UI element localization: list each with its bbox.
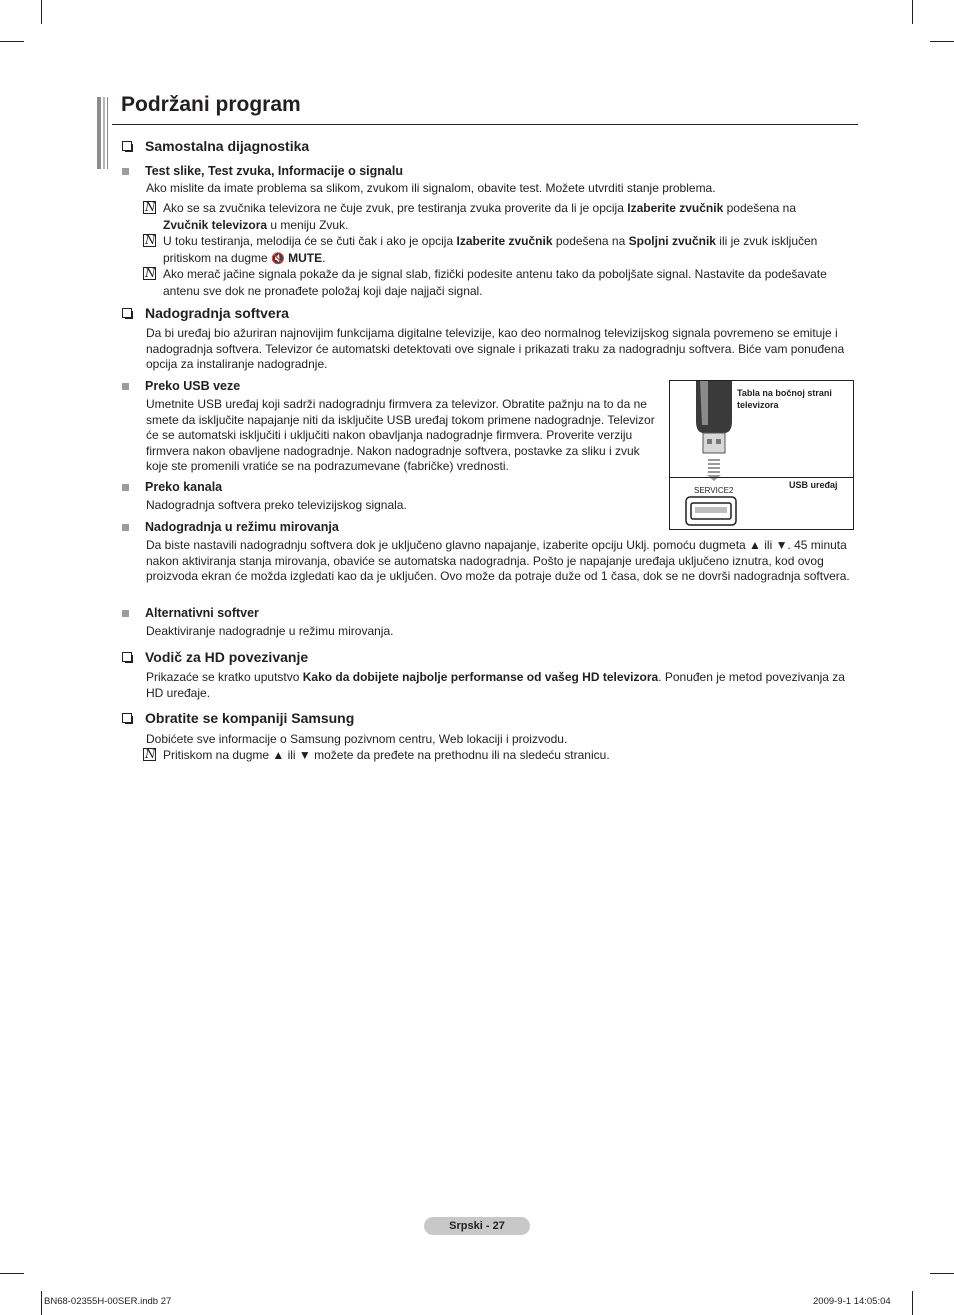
note-navigation: N Pritiskom na dugme ▲ ili ▼ možete da pređete na prethodnu ili na sledeću stranicu.	[143, 747, 843, 764]
section-heading-contact: Obratite se kompaniji Samsung	[122, 710, 354, 726]
paragraph: Da biste nastavili nadogradnju softvera dok je uključeno glavno napajanje, izaberite opciju Uklj. pomoću dugmeta ▲ ili ▼. 45 minuta nakon aktiviranja stanja mirovanja, obaviće se automatska nadogradnja. Pošto je napajanje uređaja uključeno iznutra, kod ovog proizvoda ekran će možda izgledati kao da je uključen. Ovo može da potraje duže od 1 časa, dok se ne dovrši nadogradnja softvera.	[146, 538, 850, 583]
paragraph: Dobićete sve informacije o Samsung pozivnom centru, Web lokaciji i proizvodu.	[146, 732, 568, 746]
note-speaker: N Ako se sa zvučnika televizora ne čuje zvuk, pre testiranja zvuka proverite da li je opcija Izaberite zvučnik podešena na Zvučnik televizora u meniju Zvuk.	[143, 200, 843, 233]
note-signal: N Ako merač jačine signala pokaže da je signal slab, fizički podesite antenu tako da poboljšate signal. Nastavite da podešavate antenu sve dok ne pronađete položaj koji daje najjači signal.	[143, 266, 843, 299]
note-icon	[143, 267, 156, 280]
paragraph: Ako mislite da imate problema sa slikom, zvukom ili signalom, obavite test. Možete utvrditi stanje problema.	[146, 181, 716, 195]
subheading-usb: Preko USB veze	[122, 379, 240, 393]
paragraph: Nadogradnja softvera preko televizijskog signala.	[146, 498, 407, 512]
crop-mark	[0, 41, 24, 42]
section-heading-upgrade: Nadogradnja softvera	[122, 305, 289, 321]
subheading-alternative: Alternativni softver	[122, 606, 259, 620]
square-bullet-icon	[122, 168, 129, 175]
note-melody: N U toku testiranja, melodija će se čuti čak i ako je opcija Izaberite zvučnik podešena na Spoljni zvučnik ili je zvuk isključen pritiskom na dugme 🔇 MUTE.	[143, 233, 843, 267]
square-bullet-icon	[122, 610, 129, 617]
note-icon	[143, 201, 156, 214]
usb-port-icon	[685, 496, 737, 526]
section-heading-hd-guide: Vodič za HD povezivanje	[122, 649, 308, 665]
paragraph: Umetnite USB uređaj koji sadrži nadogradnju firmvera za televizor. Obratite pažnju na to da ne smete da isključite napajanje niti da isključite USB uređaj tokom primene nadogradnje. Televizor će se automatski isključiti i uključiti nakon obavljanja nadogradnje firmvera. Proverite verziju firmvera nakon obavljene nadogradnje. Nakon nadogradnje softvera, postavke za sliku i zvuk koje ste promenili vratiće se na podrazumevane (fabričke) vrednosti.	[146, 397, 655, 473]
crop-mark	[912, 1291, 913, 1315]
square-bullet-icon	[122, 524, 129, 531]
subheading-standby: Nadogradnja u režimu mirovanja	[122, 520, 339, 534]
crop-mark	[930, 1273, 954, 1274]
subheading-channel: Preko kanala	[122, 480, 222, 494]
paragraph: Deaktiviranje nadogradnje u režimu mirovanja.	[146, 624, 394, 638]
crop-mark	[912, 0, 913, 24]
paragraph: Prikazaće se kratko uputstvo Kako da dobijete najbolje performanse od vašeg HD televizora. Ponuđen je metod povezivanja za HD uređaje.	[146, 670, 845, 700]
note-icon	[143, 234, 156, 247]
square-bullet-icon	[122, 484, 129, 491]
paragraph: Da bi uređaj bio ažuriran najnovijim funkcijama digitalne televizije, kao deo normalnog televizijskog signala povremeno se emituje i nadogradnja softvera. Televizor će automatski detektovati ove signale i prikazati traku za nadogradnju softvera. Biće vam ponuđena opcija za instaliranje nadogradnje.	[146, 326, 845, 371]
checkbox-bullet-icon	[122, 308, 132, 318]
crop-mark	[41, 1291, 42, 1315]
usb-device-label: USB uređaj	[789, 480, 838, 490]
note-icon	[143, 748, 156, 761]
crop-mark	[41, 0, 42, 24]
checkbox-bullet-icon	[122, 652, 132, 662]
footer-timestamp: 2009-9-1 14:05:04	[813, 1296, 891, 1307]
page-title: Podržani program	[121, 93, 301, 116]
subheading-tests: Test slike, Test zvuka, Informacije o signalu	[122, 164, 403, 178]
square-bullet-icon	[122, 383, 129, 390]
usb-connection-figure	[669, 380, 854, 530]
tv-panel-label: Tabla na bočnoj strani televizora	[737, 388, 832, 410]
title-rule	[112, 124, 858, 125]
footer-file: BN68-02355H-00SER.indb 27	[44, 1296, 172, 1307]
checkbox-bullet-icon	[122, 713, 132, 723]
crop-mark	[930, 41, 954, 42]
figure-divider	[670, 477, 853, 478]
section-heading-self-diagnosis: Samostalna dijagnostika	[122, 138, 309, 154]
service-port-label: SERVICE2	[694, 486, 734, 495]
checkbox-bullet-icon	[122, 141, 132, 151]
crop-mark	[0, 1273, 24, 1274]
page-number-badge: Srpski - 27	[424, 1217, 530, 1235]
mute-speaker-icon: 🔇	[271, 252, 285, 265]
